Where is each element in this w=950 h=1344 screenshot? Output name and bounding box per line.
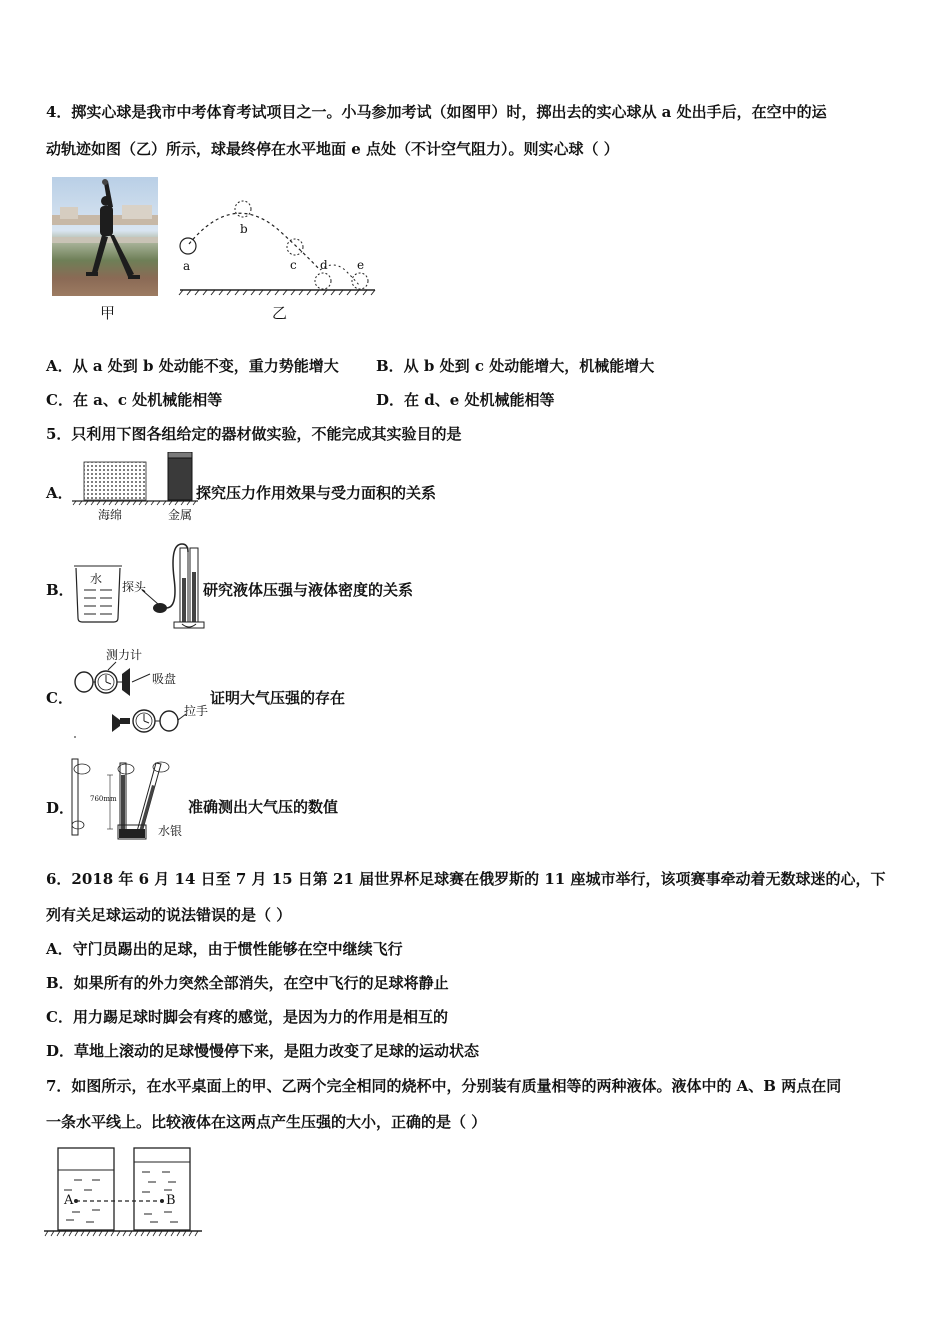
- sponge-metal-figure: [70, 452, 200, 508]
- q7-stem-line2: 一条水平线上。比较液体在这两点产生压强的大小，正确的是（ ）: [46, 1113, 487, 1131]
- metal-label: 金属: [168, 508, 193, 522]
- figure-yi-label: 乙: [272, 304, 288, 322]
- sponge-label: 海绵: [98, 508, 123, 522]
- figure-jia-label: 甲: [100, 304, 116, 322]
- q5-option-b-letter: B．: [46, 581, 74, 599]
- q6-option-a: A．守门员踢出的足球，由于惯性能够在空中继续飞行: [46, 940, 403, 958]
- point-b-label: B: [166, 1193, 176, 1208]
- ball-label-d: d: [320, 258, 328, 272]
- q5-option-a-text: 探究压力作用效果与受力面积的关系: [196, 484, 437, 502]
- q5-option-c-letter: C．: [46, 689, 73, 707]
- shot-put-photo: [52, 177, 158, 296]
- q5-option-d-text: 准确测出大气压的数值: [188, 798, 339, 816]
- q4-option-c: C．在 a、c 处机械能相等: [46, 391, 223, 409]
- point-a-label: A: [64, 1193, 74, 1208]
- ball-c: [287, 239, 303, 255]
- q4-stem-line1: 4．掷实心球是我市中考体育考试项目之一。小马参加考试（如图甲）时，掷出去的实心球从 a 处出手后，在空中的运: [46, 103, 827, 121]
- suction-cup-figure: [72, 660, 212, 740]
- q6-option-c: C．用力踢足球时脚会有疼的感觉，是因为力的作用是相互的: [46, 1008, 448, 1026]
- suction-cup-label: 吸盘: [152, 672, 177, 686]
- q5-option-b-text: 研究液体压强与液体密度的关系: [203, 581, 414, 599]
- q6-option-d: D．草地上滚动的足球慢慢停下来，是阻力改变了足球的运动状态: [46, 1042, 480, 1060]
- ball-e: [352, 273, 368, 289]
- q6-stem-line1: 6．2018 年 6 月 14 日至 7 月 15 日第 21 届世界杯足球赛在俄罗斯的 11 座城市举行，该项赛事牵动着无数球迷的心，下: [46, 870, 886, 888]
- q4-option-d: D．在 d、e 处机械能相等: [376, 391, 555, 409]
- q6-stem-line2: 列有关足球运动的说法错误的是（ ）: [46, 906, 292, 924]
- water-label: 水: [90, 572, 103, 586]
- q5-option-d-letter: D．: [46, 799, 75, 817]
- q5-option-c-text: 证明大气压强的存在: [210, 689, 346, 707]
- q6-option-b: B．如果所有的外力突然全部消失，在空中飞行的足球将静止: [46, 974, 449, 992]
- ball-label-a: a: [183, 259, 191, 273]
- ball-a: [180, 238, 196, 254]
- handle-label: 拉手: [184, 704, 209, 718]
- q4-option-b: B．从 b 处到 c 处动能增大，机械能增大: [376, 357, 655, 375]
- q4-stem-line2: 动轨迹如图（乙）所示，球最终停在水平地面 e 点处（不计空气阻力）。则实心球（ ）: [46, 140, 619, 158]
- probe-label: 探头: [122, 580, 147, 594]
- ball-label-e: e: [357, 258, 365, 272]
- ball-b: [235, 201, 251, 217]
- q7-stem-line1: 7．如图所示，在水平桌面上的甲、乙两个完全相同的烧杯中，分别装有质量相等的两种液体。液体中的 A、B 两点在同: [46, 1077, 842, 1095]
- spring-scale-label: 测力计: [106, 648, 143, 662]
- ball-label-b: b: [240, 222, 248, 236]
- ball-label-c: c: [290, 258, 297, 272]
- q4-option-a: A．从 a 处到 b 处动能不变，重力势能增大: [46, 357, 339, 375]
- height-760mm-label: 760mm: [90, 795, 117, 803]
- q5-option-a-letter: A．: [46, 484, 73, 502]
- mercury-label: 水银: [158, 824, 183, 838]
- ball-d: [315, 273, 331, 289]
- trajectory-diagram: [175, 196, 380, 301]
- q5-stem: 5．只利用下图各组给定的器材做实验，不能完成其实验目的是: [46, 425, 462, 443]
